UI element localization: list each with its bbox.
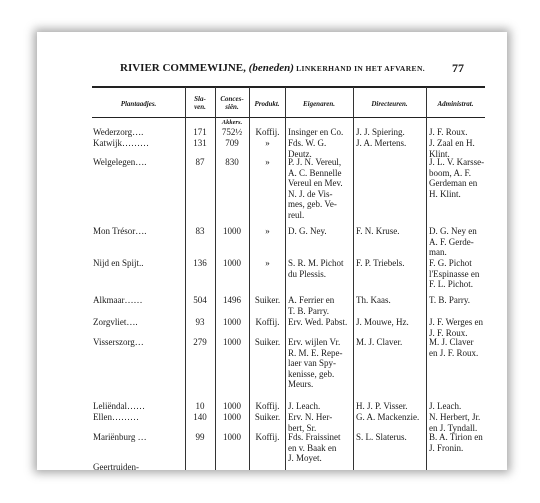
cell-administrat: M. J. Claver en J. F. Roux. [429,337,479,358]
cell-eigenaren: Erv. Wed. Pabst. [288,317,348,327]
cell-concessien: 752½ [221,127,243,137]
title-italic: (beneden) [248,62,294,74]
cell-eigenaren: Fds. Fraissinet en v. Baak en J. Moyet. [288,432,341,463]
cell-plantage: Alkmaar…… [93,295,143,305]
cell-eigenaren: Erv. wijlen Vr. R. M. E. Repe- laer van Spy- kenisse, geb. Meurs. [288,337,343,389]
cell-plantage: Wederzorg…. [93,127,144,137]
cell-directeuren: G. A. Mackenzie. [356,412,420,422]
cell-produkt: Suiker. [254,295,281,305]
column-divider [426,87,427,470]
page-title [120,62,425,74]
akkers-unit-label: Akkers. [221,119,243,126]
page-number: 77 [452,61,464,75]
cell-produkt: Suiker. [254,337,281,347]
cell-slaven: 171 [193,127,207,137]
column-header-directeuren: Directeuren. [371,100,408,108]
cell-concessien: 1000 [223,226,241,236]
cell-directeuren: J. A. Mertens. [356,138,407,148]
cell-plantage: Zorgvliet…. [93,317,138,327]
cell-eigenaren: S. R. M. Pichot du Plessis. [288,258,344,279]
column-header-administrat: Administrat. [437,100,474,108]
title-subtitle: LINKERHAND IN HET AFVAREN. [293,64,426,73]
cell-eigenaren: P. J. N. Vereul, A. C. Bennelle Vereul en Mev. N. J. de Vis- mes, geb. Ve- reul. [288,157,343,220]
cell-directeuren: J. Mouwe, Hz. [356,317,409,327]
cell-concessien: 1496 [223,295,241,305]
cell-produkt: Koffij. [255,401,280,411]
cell-concessien: 709 [225,138,239,148]
cell-concessien: 1000 [223,258,241,268]
cell-slaven: 504 [193,295,207,305]
cell-concessien: 1000 [223,337,241,347]
cell-administrat: J. L. V. Karsse- boom, A. F. Gerdeman en H. Klint. [429,157,485,199]
cell-plantage: Visserszorg… [93,337,144,347]
cell-slaven: 87 [195,157,205,167]
cell-directeuren: Th. Kaas. [356,295,391,305]
cell-produkt: » [265,138,270,148]
cell-directeuren: M. J. Claver. [356,337,403,347]
cell-produkt: Koffij. [255,432,280,442]
cell-directeuren: H. J. P. Visser. [356,401,408,411]
cell-directeuren: F. P. Triebels. [356,258,405,268]
cell-slaven: 140 [193,412,207,422]
cell-slaven: 83 [195,226,205,236]
cell-eigenaren: D. G. Ney. [288,226,327,236]
column-divider [353,87,354,470]
cell-plantage: Katwijk……… [93,138,149,148]
title-main: RIVIER COMMEWIJNE, [120,62,249,74]
cell-administrat: D. G. Ney en A. F. Gerde- man. [429,226,477,257]
cell-plantage: Ellen……… [93,412,139,422]
cell-administrat: T. B. Parry. [429,295,470,305]
column-header-produkt: Produkt. [254,100,280,108]
cell-concessien: 1000 [223,432,241,442]
cell-concessien: 1000 [223,317,241,327]
cell-plantage: Nijd en Spijt.. [93,258,144,268]
cell-administrat: J. Zaal en H. Klint. [429,138,475,159]
cell-directeuren: S. L. Slaterus. [356,432,407,442]
cell-eigenaren: Erv. N. Her- bert, Sr. [288,412,333,433]
cell-plantage: Geertruiden- [93,462,139,470]
column-header-eigenaren: Eigenaren. [302,100,336,108]
cell-slaven: 136 [193,258,207,268]
cell-produkt: Suiker. [254,412,281,422]
cell-administrat: N. Herbert, Jr. en J. Tyndall. [429,412,481,433]
cell-plantage: Welgelegen…. [93,157,147,167]
cell-produkt: » [265,258,270,268]
cell-administrat: B. A. Tirion en J. Fronin. [429,432,483,453]
cell-plantage: Mon Trésor…. [93,226,147,236]
cell-produkt: Koffij. [255,127,280,137]
column-header-plantaadjes: Plantaadjes. [120,100,157,108]
cell-directeuren: J. J. Spiering. [356,127,405,137]
page-header [37,62,507,78]
column-divider [285,87,286,470]
cell-directeuren: F. N. Kruse. [356,226,400,236]
cell-eigenaren: Fds. W. G. Deutz. [288,138,327,159]
cell-produkt: » [265,157,270,167]
cell-administrat: J. F. Werges en J. F. Roux. [429,317,483,338]
document-page [37,32,507,470]
cell-eigenaren: A. Ferrier en T. B. Parry. [288,295,335,316]
cell-administrat: J. Leach. [429,401,462,411]
cell-concessien: 1000 [223,401,241,411]
cell-produkt: Koffij. [255,317,280,327]
cell-slaven: 279 [193,337,207,347]
cell-administrat: J. F. Roux. [429,127,468,137]
cell-slaven: 131 [193,138,207,148]
cell-administrat: F. G. Pichot l'Espinasse en F. L. Pichot. [429,258,480,289]
column-header-slaven: Sla- ven. [194,95,206,111]
cell-slaven: 99 [195,432,205,442]
cell-concessien: 1000 [223,412,241,422]
cell-eigenaren: J. Leach. [288,401,321,411]
cell-plantage: Mariënburg … [93,432,147,442]
cell-produkt: » [265,226,270,236]
cell-plantage: Leliëndal…… [93,401,145,411]
cell-concessien: 830 [225,157,239,167]
cell-slaven: 93 [195,317,205,327]
cell-eigenaren: Insinger en Co. [288,127,344,137]
cell-slaven: 10 [195,401,205,411]
column-header-concessien: Conces- siën. [220,95,244,111]
